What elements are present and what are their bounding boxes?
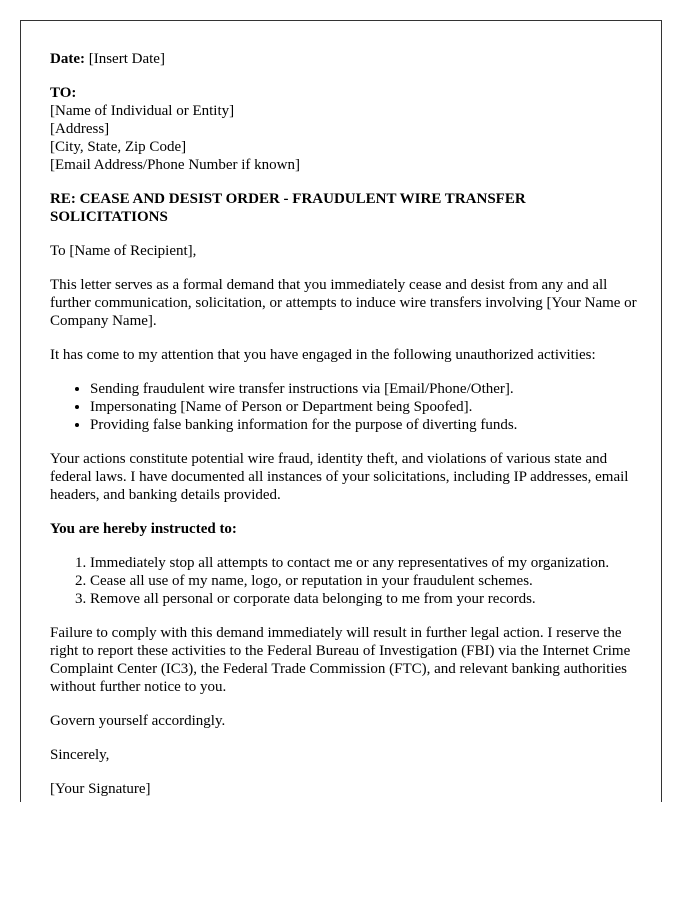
recipient-address-block (50, 84, 640, 174)
list-item: • Sending fraudulent wire transfer instructions via [Email/Phone/Other]. (90, 380, 640, 398)
salutation: To [Name of Recipient], (50, 243, 197, 259)
instructions-list (50, 554, 640, 608)
date-line (50, 50, 640, 68)
recipient-contact-line: [Email Address/Phone Number if known] (50, 157, 300, 173)
paragraph-activities-intro: It has come to my attention that you have engaged in the following unauthorized activities: (50, 347, 596, 363)
list-item: 1. Immediately stop all attempts to contact me or any representatives of my organization. (90, 554, 640, 572)
closing: Sincerely, (50, 747, 110, 763)
date-value: [Insert Date] (88, 51, 165, 67)
letter-page (20, 20, 662, 802)
list-item: • Providing false banking information for the purpose of diverting funds. (90, 416, 640, 434)
paragraph-consequences: Failure to comply with this demand immediately will result in further legal action. I reserve the right to report these activities to the Federal Bureau of Investigation (FBI) via the Internet Crime Complaint Center (IC3), the Federal Trade Commission (FTC), and relevant banking authorities without further notice to you. (50, 625, 631, 695)
list-item: 3. Remove all personal or corporate data belonging to me from your records. (90, 590, 640, 608)
paragraph-govern: Govern yourself accordingly. (50, 713, 226, 729)
date-label: Date: (50, 51, 85, 67)
list-item: 2. Cease all use of my name, logo, or reputation in your fraudulent schemes. (90, 572, 640, 590)
paragraph-violations: Your actions constitute potential wire fraud, identity theft, and violations of various state and federal laws. I have documented all instances of your solicitations, including IP addresses, email headers, and banking details provided. (50, 451, 629, 503)
list-item: • Impersonating [Name of Person or Department being Spoofed]. (90, 398, 640, 416)
letter-body (50, 50, 640, 802)
subject-line: RE: CEASE AND DESIST ORDER - FRAUDULENT WIRE TRANSFER SOLICITATIONS (50, 191, 526, 225)
to-label: TO: (50, 85, 77, 101)
recipient-address-line: [Address] (50, 121, 110, 137)
activities-list (50, 380, 640, 434)
recipient-name-line: [Name of Individual or Entity] (50, 103, 235, 119)
signature: [Your Signature] (50, 781, 151, 797)
paragraph-demand: This letter serves as a formal demand that you immediately cease and desist from any and all further communication, solicitation, or attempts to induce wire transfers involving [Your Name or Company Name]. (50, 277, 637, 329)
instructions-heading: You are hereby instructed to: (50, 521, 237, 537)
recipient-city-line: [City, State, Zip Code] (50, 139, 187, 155)
